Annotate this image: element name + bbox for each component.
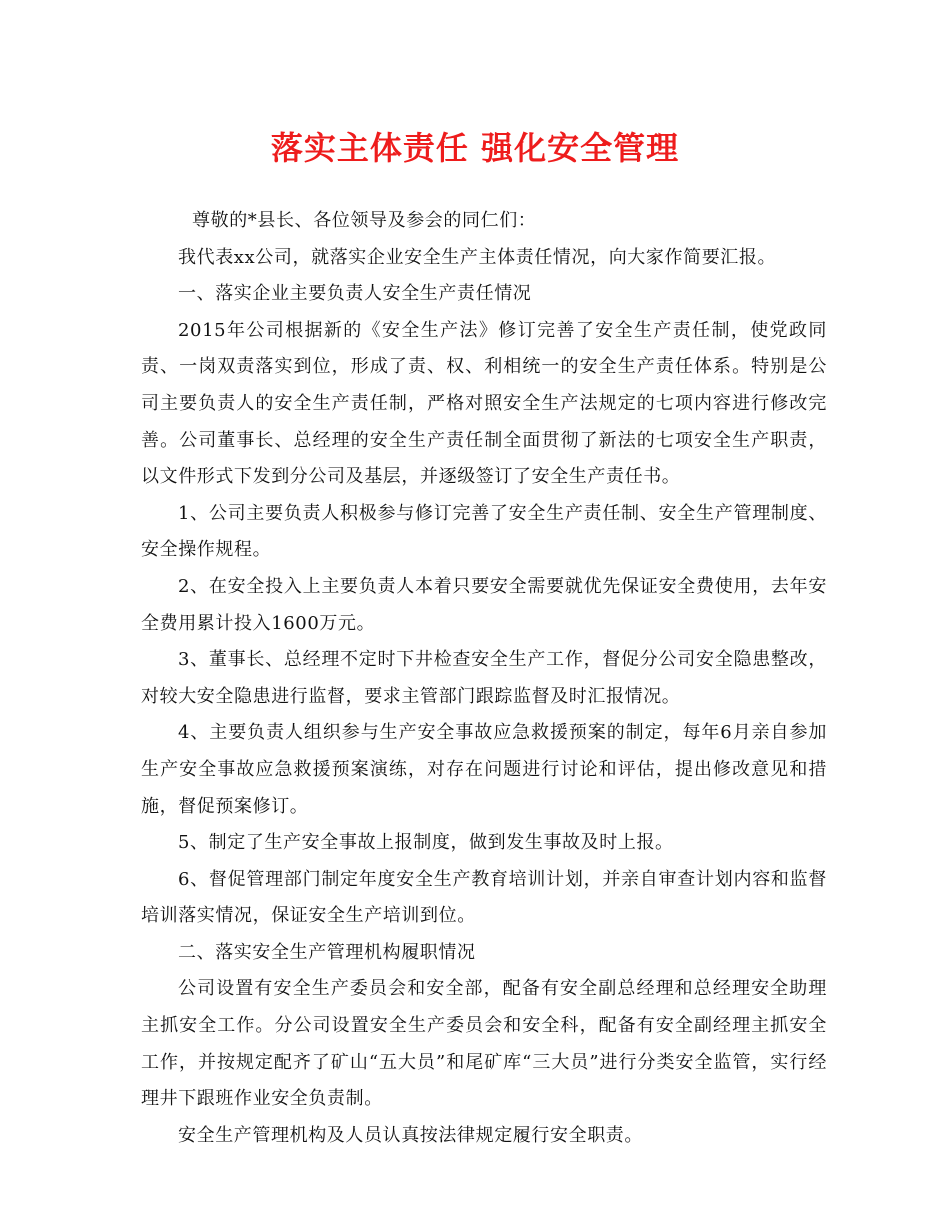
list-item-3: 3、董事长、总经理不定时下井检查安全生产工作，督促分公司安全隐患整改，对较大安全隐患进行监督，要求主管部门跟踪监督及时汇报情况。 (141, 649, 827, 707)
list-item-6: 6、督促管理部门制定年度安全生产教育培训计划，并亲自审查计划内容和监督培训落实情况，保证安全生产培训到位。 (141, 868, 827, 927)
section-heading-2: 二、落实安全生产管理机构履职情况 (178, 941, 476, 963)
document-body (141, 203, 827, 1154)
paragraph-intro: 我代表xx公司，就落实企业安全生产主体责任情况，向大家作简要汇报。 (178, 246, 777, 268)
list-item-1: 1、公司主要负责人积极参与修订完善了安全生产责任制、安全生产管理制度、安全操作规程。 (141, 502, 827, 561)
paragraph-management-structure: 公司设置有安全生产委员会和安全部，配备有安全副总经理和总经理安全助理主抓安全工作。分公司设置安全生产委员会和安全科，配备有安全副经理主抓安全工作，并按规定配齐了矿山“五大员”和尾矿库“三大员”进行分类安全监管，实行经理井下跟班作业安全负责制。 (141, 978, 827, 1110)
document-title: 落实主体责任 强化安全管理 (270, 129, 680, 167)
section-heading-1: 一、落实企业主要负责人安全生产责任情况 (178, 283, 532, 305)
paragraph-responsibility-system: 2015年公司根据新的《安全生产法》修订完善了安全生产责任制，使党政同责、一岗双责落实到位，形成了责、权、利相统一的安全生产责任体系。特别是公司主要负责人的安全生产责任制，严格对照安全生产法规定的七项内容进行修改完善。公司董事长、总经理的安全生产责任制全面贯彻了新法的七项安全生产职责，以文件形式下发到分公司及基层，并逐级签订了安全生产责任书。 (141, 319, 827, 488)
paragraph-duties: 安全生产管理机构及人员认真按法律规定履行安全职责。 (178, 1124, 643, 1146)
list-item-4: 4、主要负责人组织参与生产安全事故应急救援预案的制定，每年6月亲自参加生产安全事故应急救援预案演练，对存在问题进行讨论和评估，提出修改意见和措施，督促预案修订。 (141, 722, 827, 817)
list-item-2: 2、在安全投入上主要负责人本着只要安全需要就优先保证安全费使用，去年安全费用累计投入1600万元。 (141, 575, 827, 634)
paragraph-salutation: 尊敬的*县长、各位领导及参会的同仁们： (192, 210, 537, 231)
list-item-5: 5、制定了生产安全事故上报制度，做到发生事故及时上报。 (178, 832, 674, 854)
